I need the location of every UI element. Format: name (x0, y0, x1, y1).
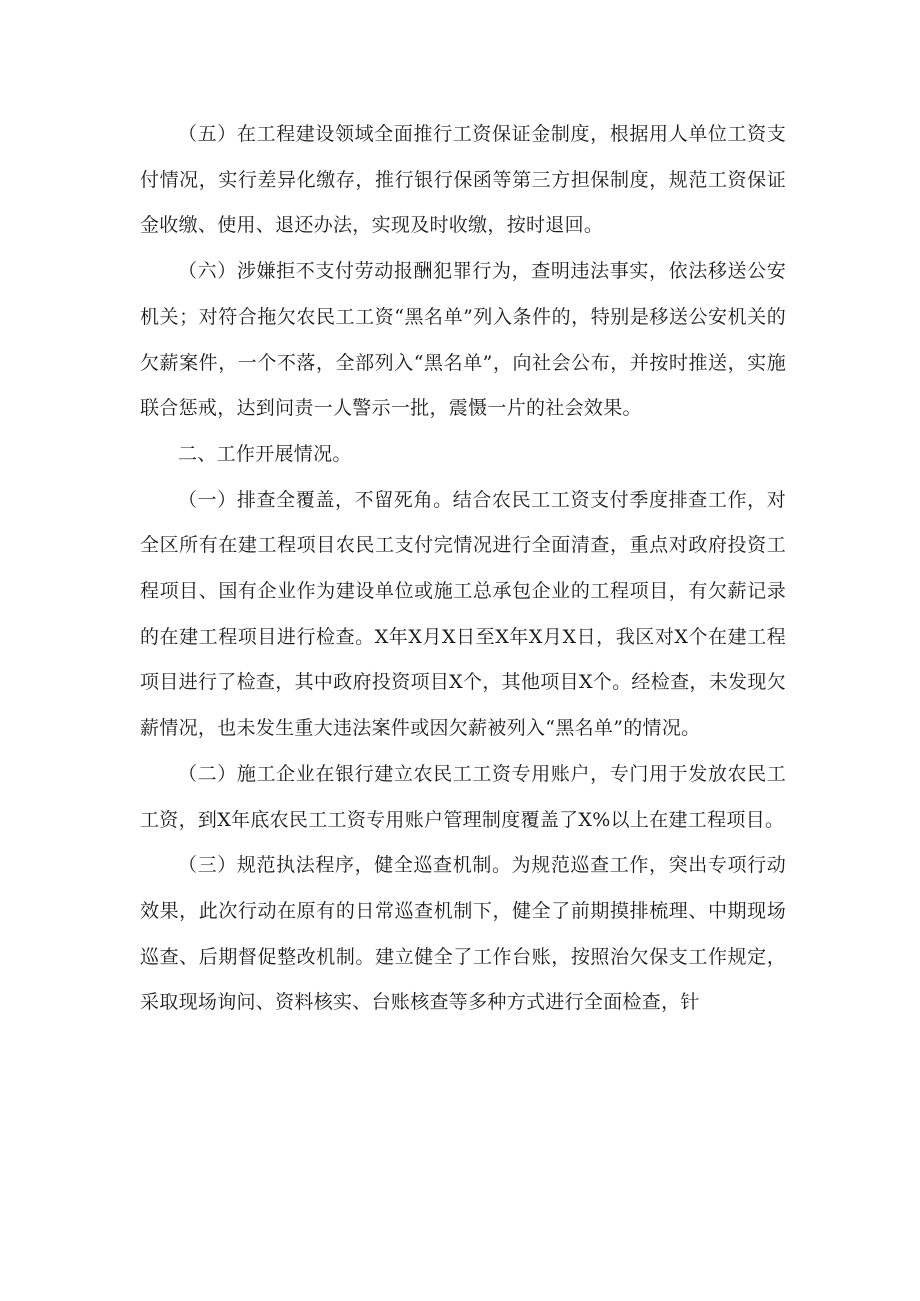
paragraph-inspection-mechanism: （三）规范执法程序，健全巡查机制。为规范巡查工作，突出专项行动效果，此次行动在原有的日常巡查机制下，健全了前期摸排梳理、中期现场巡查、后期督促整改机制。建立健全了工作台账，按照治欠保支工作规定，采取现场询问、资料核实、台账核查等多种方式进行全面检查，针 (140, 854, 786, 1014)
section-heading-work-progress: 二、工作开展情况。 (178, 442, 352, 465)
document-body (140, 112, 786, 1026)
paragraph-special-wage-account: （二）施工企业在银行建立农民工工资专用账户，专门用于发放农民工工资，到X年底农民工工资专用账户管理制度覆盖了X%以上在建工程项目。 (140, 762, 786, 831)
paragraph-wage-guarantee-deposit: （五）在工程建设领域全面推行工资保证金制度，根据用人单位工资支付情况，实行差异化缴存，推行银行保函等第三方担保制度，规范工资保证金收缴、使用、退还办法，实现及时收缴，按时退回。 (140, 123, 786, 237)
paragraph-blacklist-enforcement: （六）涉嫌拒不支付劳动报酬犯罪行为，查明违法事实，依法移送公安机关；对符合拖欠农民工工资“黑名单”列入条件的，特别是移送公安机关的欠薪案件，一个不落，全部列入“黑名单”，向社会公布，并按时推送，实施联合惩戒，达到问责一人警示一批，震慑一片的社会效果。 (140, 260, 786, 420)
paragraph-full-coverage-inspection: （一）排查全覆盖，不留死角。结合农民工工资支付季度排查工作，对全区所有在建工程项目农民工支付完情况进行全面清查，重点对政府投资工程项目、国有企业作为建设单位或施工总承包企业的工程项目，有欠薪记录的在建工程项目进行检查。X年X月X日至X年X月X日，我区对X个在建工程项目进行了检查，其中政府投资项目X个，其他项目X个。经检查，未发现欠薪情况，也未发生重大违法案件或因欠薪被列入“黑名单”的情况。 (140, 488, 786, 740)
